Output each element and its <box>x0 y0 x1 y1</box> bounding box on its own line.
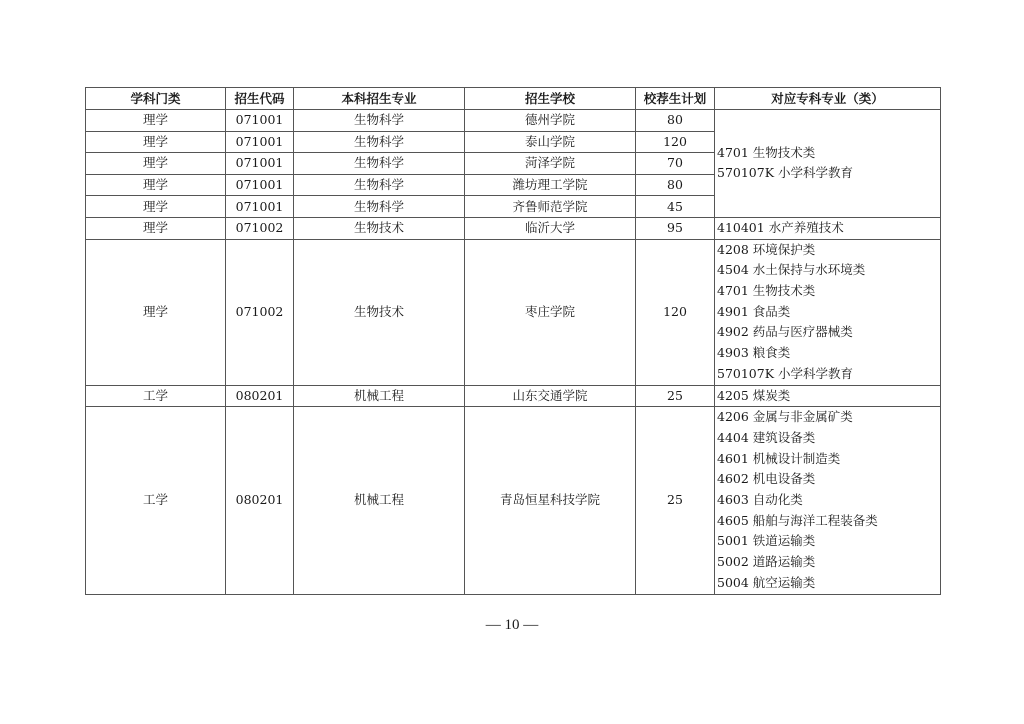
cell-school: 泰山学院 <box>465 131 636 153</box>
cell-major: 生物科学 <box>294 174 465 196</box>
related-major-item: 4902 药品与医疗器械类 <box>717 324 853 340</box>
cell-school: 菏泽学院 <box>465 153 636 175</box>
cell-school: 齐鲁师范学院 <box>465 196 636 218</box>
cell-plan: 45 <box>636 196 715 218</box>
header-major: 本科招生专业 <box>294 88 465 110</box>
cell-major: 机械工程 <box>294 385 465 407</box>
cell-code: 071001 <box>226 131 294 153</box>
table-row <box>86 239 941 385</box>
cell-major: 生物科学 <box>294 110 465 132</box>
cell-major: 生物技术 <box>294 217 465 239</box>
cell-major: 机械工程 <box>294 407 465 594</box>
cell-category: 理学 <box>86 110 226 132</box>
cell-school: 德州学院 <box>465 110 636 132</box>
related-major-item: 410401 水产养殖技术 <box>717 219 844 235</box>
cell-related-majors <box>715 217 941 239</box>
cell-related-majors <box>715 407 941 594</box>
related-major-item: 4602 机电设备类 <box>717 471 816 487</box>
related-major-item: 4205 煤炭类 <box>717 387 791 403</box>
cell-category: 理学 <box>86 217 226 239</box>
cell-related-majors <box>715 110 941 218</box>
related-major-item: 4208 环境保护类 <box>717 241 816 257</box>
cell-category: 理学 <box>86 131 226 153</box>
table-row <box>86 407 941 594</box>
table-row <box>86 385 941 407</box>
cell-category: 工学 <box>86 407 226 594</box>
table-row <box>86 110 941 132</box>
cell-school: 潍坊理工学院 <box>465 174 636 196</box>
cell-category: 工学 <box>86 385 226 407</box>
cell-major: 生物科学 <box>294 131 465 153</box>
cell-plan: 70 <box>636 153 715 175</box>
related-major-item: 4901 食品类 <box>717 303 791 319</box>
cell-code: 071002 <box>226 217 294 239</box>
related-major-item: 4603 自动化类 <box>717 492 803 508</box>
cell-code: 071001 <box>226 174 294 196</box>
related-major-item: 5002 道路运输类 <box>717 554 816 570</box>
cell-plan: 120 <box>636 239 715 385</box>
related-major-item: 570107K 小学科学教育 <box>717 165 854 181</box>
cell-code: 071001 <box>226 196 294 218</box>
table-header-row <box>86 88 941 110</box>
table-body <box>86 110 941 595</box>
page-number: — 10 — <box>485 617 539 633</box>
cell-code: 071001 <box>226 153 294 175</box>
cell-category: 理学 <box>86 174 226 196</box>
related-major-item: 5004 航空运输类 <box>717 574 816 590</box>
cell-code: 080201 <box>226 407 294 594</box>
related-major-item: 4701 生物技术类 <box>717 144 816 160</box>
related-major-item: 570107K 小学科学教育 <box>717 365 854 381</box>
related-major-item: 4701 生物技术类 <box>717 283 816 299</box>
cell-category: 理学 <box>86 153 226 175</box>
table-row <box>86 217 941 239</box>
cell-related-majors <box>715 239 941 385</box>
cell-code: 071001 <box>226 110 294 132</box>
header-code: 招生代码 <box>226 88 294 110</box>
related-major-item: 4903 粮食类 <box>717 345 791 361</box>
cell-plan: 25 <box>636 407 715 594</box>
cell-plan: 120 <box>636 131 715 153</box>
related-major-item: 4601 机械设计制造类 <box>717 450 841 466</box>
cell-related-majors <box>715 385 941 407</box>
related-major-item: 4605 船舶与海洋工程装备类 <box>717 512 878 528</box>
cell-school: 枣庄学院 <box>465 239 636 385</box>
recruitment-plan-table <box>85 87 941 595</box>
cell-plan: 80 <box>636 110 715 132</box>
header-category: 学科门类 <box>86 88 226 110</box>
related-major-item: 4504 水土保持与水环境类 <box>717 262 866 278</box>
cell-major: 生物科学 <box>294 153 465 175</box>
related-major-item: 4206 金属与非金属矿类 <box>717 409 853 425</box>
header-school: 招生学校 <box>465 88 636 110</box>
cell-major: 生物科学 <box>294 196 465 218</box>
related-major-item: 5001 铁道运输类 <box>717 533 816 549</box>
cell-plan: 95 <box>636 217 715 239</box>
cell-category: 理学 <box>86 196 226 218</box>
cell-major: 生物技术 <box>294 239 465 385</box>
header-plan: 校荐生计划 <box>636 88 715 110</box>
cell-code: 080201 <box>226 385 294 407</box>
related-major-item: 4404 建筑设备类 <box>717 429 816 445</box>
cell-school: 青岛恒星科技学院 <box>465 407 636 594</box>
cell-code: 071002 <box>226 239 294 385</box>
cell-school: 临沂大学 <box>465 217 636 239</box>
cell-category: 理学 <box>86 239 226 385</box>
cell-school: 山东交通学院 <box>465 385 636 407</box>
header-related-majors: 对应专科专业（类） <box>715 88 941 110</box>
cell-plan: 25 <box>636 385 715 407</box>
cell-plan: 80 <box>636 174 715 196</box>
